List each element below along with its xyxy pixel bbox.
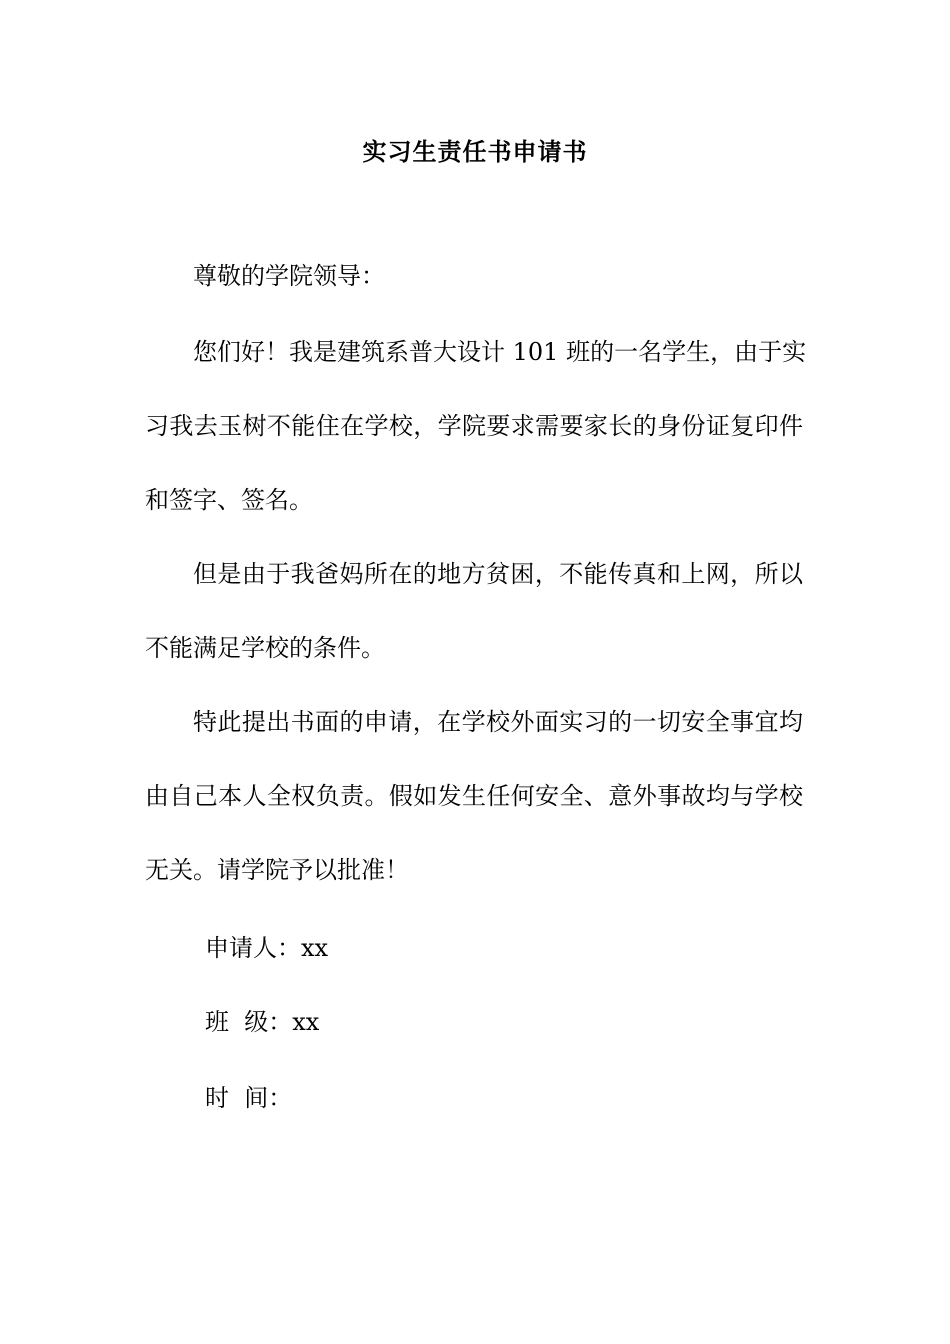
signature-time: 时 间： xyxy=(205,1084,293,1112)
paragraph-1-line-1: 您们好！我是建筑系普大设计 101 班的一名学生，由于实 xyxy=(193,338,807,366)
paragraph-1-line-3: 和签字、签名。 xyxy=(145,486,313,514)
paragraph-2-line-1: 但是由于我爸妈所在的地方贫困，不能传真和上网，所以 xyxy=(193,560,803,588)
signature-class: 班 级：xx xyxy=(205,1008,320,1036)
paragraph-3-line-1: 特此提出书面的申请，在学校外面实习的一切安全事宜均 xyxy=(193,708,803,736)
paragraph-1-line-2: 习我去玉树不能住在学校，学院要求需要家长的身份证复印件 xyxy=(145,412,803,440)
paragraph-3-line-3: 无关。请学院予以批准！ xyxy=(145,856,409,884)
paragraph-3-line-2: 由自己本人全权负责。假如发生任何安全、意外事故均与学校 xyxy=(145,782,803,810)
document-title: 实习生责任书申请书 xyxy=(362,137,588,166)
signature-applicant: 申请人：xx xyxy=(205,934,329,962)
salutation: 尊敬的学院领导： xyxy=(193,262,385,290)
paragraph-2-line-2: 不能满足学校的条件。 xyxy=(145,634,385,662)
